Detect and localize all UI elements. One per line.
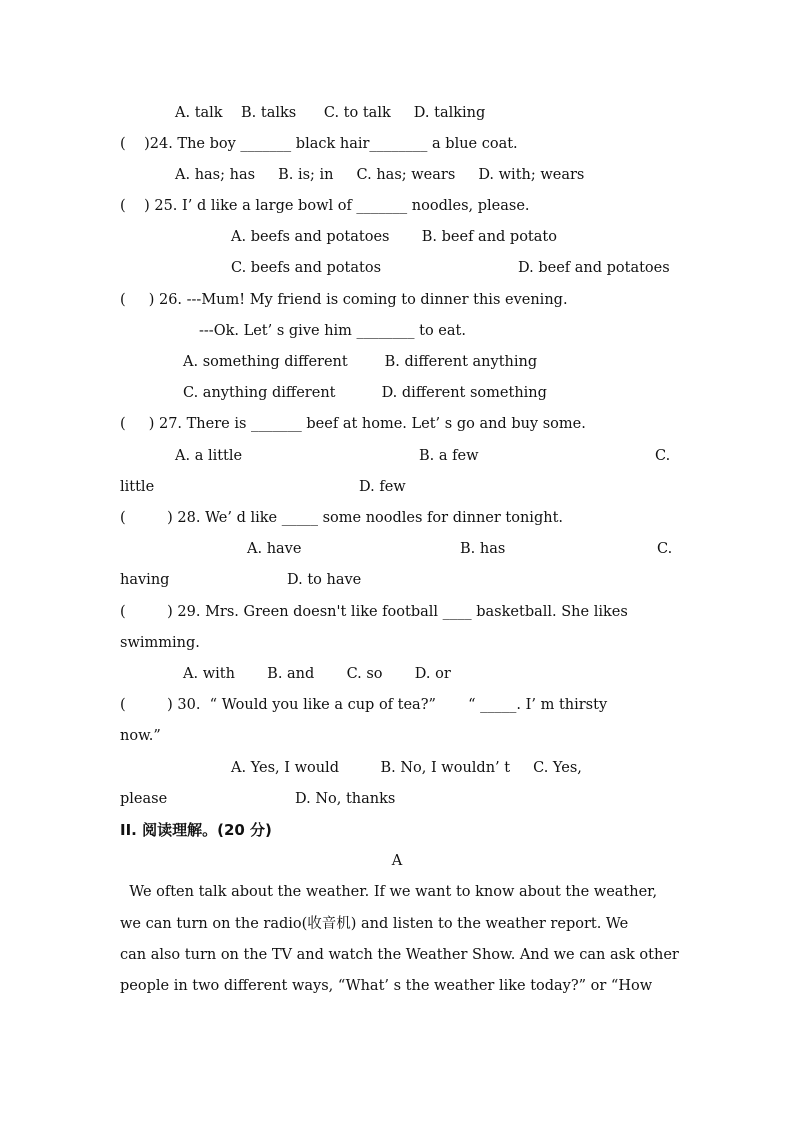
question-line: C. beefs and potatos	[231, 260, 382, 276]
question-line: A. talk B. talks C. to talk D. talking	[175, 105, 486, 121]
question-line: D. to have	[287, 572, 362, 588]
question-line: A. has; has B. is; in C. has; wears D. with; wears	[175, 167, 585, 183]
question-line: ( ) 26. ---Mum! My friend is coming to dinner this evening.	[120, 292, 568, 308]
question-line: D. No, thanks	[295, 791, 396, 807]
passage-line: We often talk about the weather. If we want to know about the weather,	[120, 884, 658, 900]
section-title: II. 阅读理解。(20 分)	[120, 821, 272, 839]
question-line: C.	[655, 448, 671, 464]
passage-label: A	[391, 853, 403, 869]
question-line: A. have	[247, 541, 302, 557]
question-line: ---Ok. Let’ s give him ________ to eat.	[199, 323, 466, 339]
question-line: A. Yes, I would B. No, I wouldn’ t C. Yes,	[231, 760, 582, 776]
passage-line: we can turn on the radio(收音机) and listen to the weather report. We	[120, 916, 629, 932]
question-line: now.”	[120, 728, 161, 744]
question-line: D. few	[359, 479, 406, 495]
question-line: please	[120, 791, 168, 807]
question-line: little	[120, 479, 155, 495]
question-line: having	[120, 572, 170, 588]
question-line: ( ) 30. “ Would you like a cup of tea?” “ _____. I’ m thirsty	[120, 697, 608, 713]
question-line: ( ) 25. I’ d like a large bowl of _______ noodles, please.	[120, 198, 530, 214]
question-line: A. a little	[175, 448, 243, 464]
question-line: A. beefs and potatoes B. beef and potato	[231, 229, 557, 245]
question-line: B. a few	[419, 448, 479, 464]
question-line: ( )24. The boy _______ black hair________ a blue coat.	[120, 136, 518, 152]
passage-line: people in two different ways, “What’ s the weather like today?” or “How	[120, 978, 653, 994]
question-line: C. anything different D. different something	[183, 385, 547, 401]
question-line: A. something different B. different anything	[183, 354, 538, 370]
question-line: swimming.	[120, 635, 200, 651]
passage-line: can also turn on the TV and watch the Weather Show. And we can ask other	[120, 947, 679, 963]
question-line: ( ) 28. We’ d like _____ some noodles for dinner tonight.	[120, 510, 564, 526]
question-line: ( ) 29. Mrs. Green doesn't like football ____ basketball. She likes	[120, 604, 628, 620]
question-line: B. has	[460, 541, 506, 557]
question-line: A. with B. and C. so D. or	[183, 666, 451, 682]
question-line: C.	[657, 541, 673, 557]
question-line: D. beef and potatoes	[518, 260, 670, 276]
question-line: ( ) 27. There is _______ beef at home. Let’ s go and buy some.	[120, 416, 586, 432]
